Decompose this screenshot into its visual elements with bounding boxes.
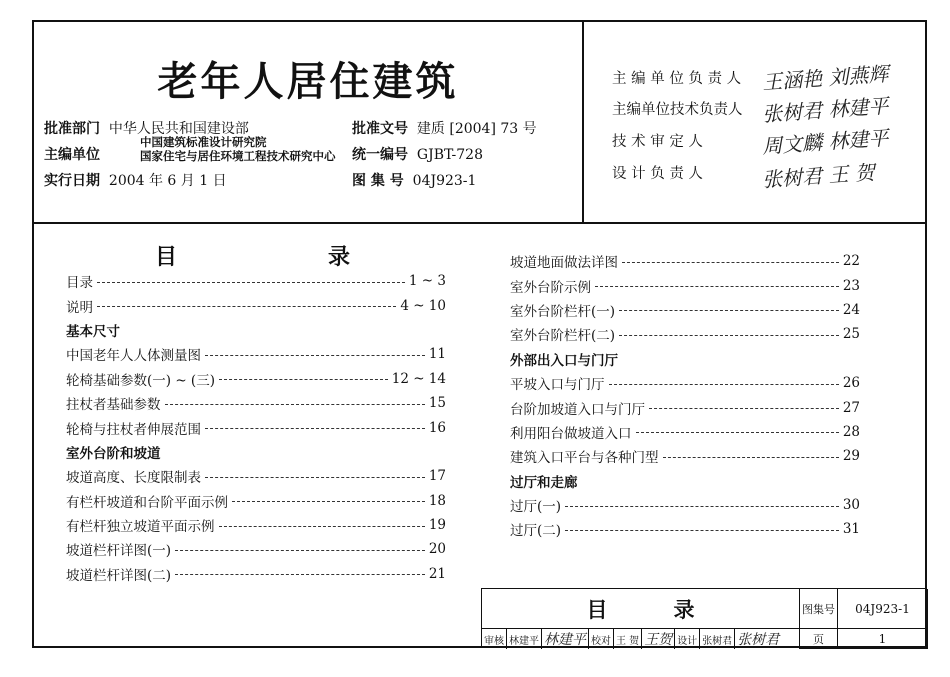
toc-entry[interactable]: 台阶加坡道入口与门厅 27 [510, 399, 860, 418]
toc-entry[interactable]: 室外台阶栏杆(二) 25 [510, 326, 860, 345]
toc-entry[interactable]: 中国老年人人体测量图 11 [66, 346, 446, 365]
toc-section-heading: 外部出入口与门厅 [510, 352, 618, 369]
design-name: 张树君 [700, 629, 735, 649]
page-value: 1 [838, 629, 928, 649]
toc-entry[interactable]: 坡道栏杆详图(一) 20 [66, 541, 446, 560]
toc-entry[interactable]: 有栏杆坡道和台阶平面示例 18 [66, 492, 446, 511]
check-signature: 王贺 [642, 629, 675, 649]
toc-entry[interactable]: 坡道高度、长度限制表 17 [66, 468, 446, 487]
toc-entry[interactable]: 室外台阶示例 23 [510, 277, 860, 296]
check-label: 校对 [589, 629, 614, 649]
toc-entry[interactable]: 利用阳台做坡道入口 28 [510, 423, 860, 442]
signature: 周文麟 林建平 [761, 125, 890, 159]
review-name: 林建平 [507, 629, 542, 649]
toc-entry[interactable]: 轮椅基础参数(一) ~ (三) 12 ~ 14 [66, 370, 446, 389]
header-horizontal-divider [34, 222, 925, 224]
toc-entry[interactable]: 建筑入口平台与各种门型 29 [510, 448, 860, 467]
toc-entry[interactable]: 坡道栏杆详图(二) 21 [66, 565, 446, 584]
approval-no: 批准文号 建质 [2004] 73 号 [352, 121, 537, 137]
toc-right-column [510, 249, 860, 542]
check-name: 王 贺 [614, 629, 642, 649]
header-vertical-divider [582, 22, 584, 222]
design-label: 设计 [675, 629, 700, 649]
editor-unit: 中国建筑标准设计研究院 国家住宅与居住环境工程技术研究中心 [140, 135, 336, 163]
toc-section-heading: 基本尺寸 [66, 323, 120, 340]
toc-entry[interactable]: 目录 1 ~ 3 [66, 273, 446, 292]
editor-unit-label: 主编单位 [44, 147, 100, 163]
toc-section-heading: 过厅和走廊 [510, 474, 578, 491]
review-signature: 林建平 [542, 629, 589, 649]
responsible-role: 技 术 审 定 人 [612, 134, 703, 150]
responsible-role: 主编单位技术负责人 [612, 102, 743, 118]
toc-entry[interactable]: 轮椅与拄杖者伸展范围 16 [66, 419, 446, 438]
toc-entry[interactable]: 过厅(一) 30 [510, 497, 860, 516]
toc-entry[interactable]: 平坡入口与门厅 26 [510, 375, 860, 394]
toc-entry[interactable]: 过厅(二) 31 [510, 521, 860, 540]
approval-dept: 批准部门 中华人民共和国建设部 [44, 121, 249, 137]
responsible-role: 主 编 单 位 负 责 人 [612, 71, 742, 87]
toc-left-column [66, 269, 446, 586]
toc-entry[interactable]: 说明 4 ~ 10 [66, 297, 446, 316]
atlas-no: 图 集 号 04J923-1 [352, 173, 477, 189]
title-block [481, 588, 927, 648]
toc-title-left: 目 [155, 245, 178, 270]
atlas-value: 04J923-1 [838, 589, 928, 629]
atlas-title: 老年人居住建筑 [157, 59, 459, 105]
signature: 张树君 林建平 [761, 93, 890, 127]
page-label: 页 [800, 629, 838, 649]
design-signature: 张树君 [737, 632, 780, 648]
unified-no: 统一编号 GJBT-728 [352, 147, 483, 163]
review-label: 审核 [482, 629, 507, 649]
signoff-row [482, 629, 800, 649]
toc-entry[interactable]: 拄杖者基础参数 15 [66, 395, 446, 414]
effective-date: 实行日期 2004 年 6 月 1 日 [44, 173, 227, 189]
toc-entry[interactable]: 坡道地面做法详图 22 [510, 253, 860, 272]
toc-section-heading: 室外台阶和坡道 [66, 445, 161, 462]
signature: 张树君 王 贺 [761, 160, 876, 192]
toc-entry[interactable]: 室外台阶栏杆(一) 24 [510, 301, 860, 320]
toc-entry[interactable]: 有栏杆独立坡道平面示例 19 [66, 517, 446, 536]
title-block-name: 目 录 [482, 589, 800, 629]
signature: 王涵艳 刘燕辉 [761, 61, 890, 95]
atlas-label: 图集号 [800, 589, 838, 629]
responsible-role: 设 计 负 责 人 [612, 166, 703, 182]
toc-title-right: 录 [328, 245, 351, 270]
